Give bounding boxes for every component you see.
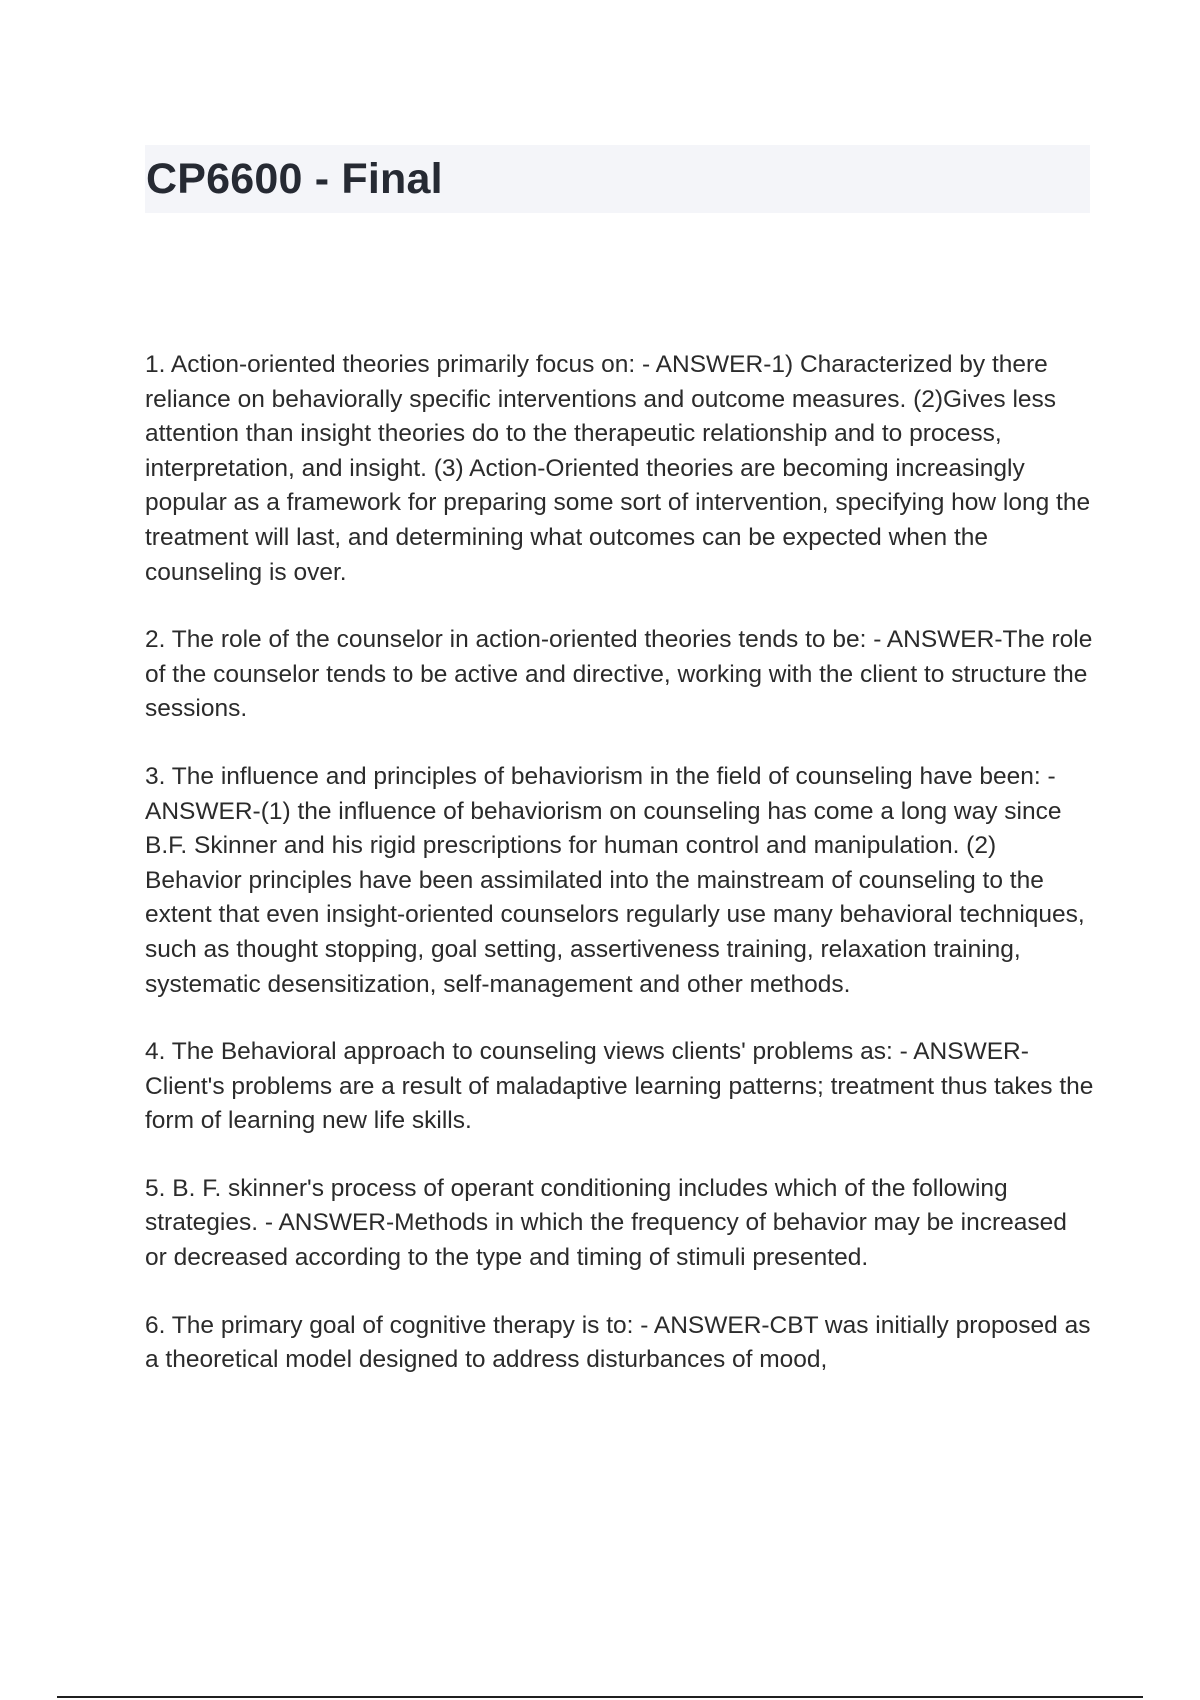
title-banner bbox=[145, 145, 1090, 213]
question-answer-5: 5. B. F. skinner's process of operant conditioning includes which of the following strategies. - ANSWER-Methods in which the frequency of behavior may be increased or decreased according to the type and timing of stimuli presented. bbox=[145, 1174, 1067, 1272]
question-answer-6: 6. The primary goal of cognitive therapy is to: - ANSWER-CBT was initially proposed as a theoretical model designed to address disturbances of mood, bbox=[145, 1311, 1091, 1374]
question-list bbox=[145, 348, 1095, 1411]
document-title: CP6600 - Final bbox=[146, 154, 443, 203]
question-answer-3: 3. The influence and principles of behaviorism in the field of counseling have been: - ANSWER-(1) the influence of behaviorism on counseling has come a long way since B.F. Skinner and his rigid prescriptions for human control and manipulation. (2) Behavior principles have been assimilated into the mainstream of counseling to the extent that even insight-oriented counselors regularly use many behavioral techniques, such as thought stopping, goal setting, assertiveness training, relaxation training, systematic desensitization, self-management and other methods. bbox=[145, 762, 1085, 998]
question-answer-2: 2. The role of the counselor in action-oriented theories tends to be: - ANSWER-The role of the counselor tends to be active and directive, working with the client to structure the sessions. bbox=[145, 626, 1093, 723]
page-bottom-divider bbox=[57, 1696, 1143, 1698]
question-answer-1: 1. Action-oriented theories primarily focus on: - ANSWER-1) Characterized by there reliance on behaviorally specific interventions and outcome measures. (2)Gives less attention than insight theories do to the therapeutic relationship and to process, interpretation, and insight. (3) Action-Oriented theories are becoming increasingly popular as a framework for preparing some sort of intervention, specifying how long the treatment will last, and determining what outcomes can be expected when the counseling is over. bbox=[145, 351, 1091, 586]
question-answer-4: 4. The Behavioral approach to counseling views clients' problems as: - ANSWER-Client's problems are a result of maladaptive learning patterns; treatment thus takes the form of learning new life skills. bbox=[145, 1038, 1094, 1135]
